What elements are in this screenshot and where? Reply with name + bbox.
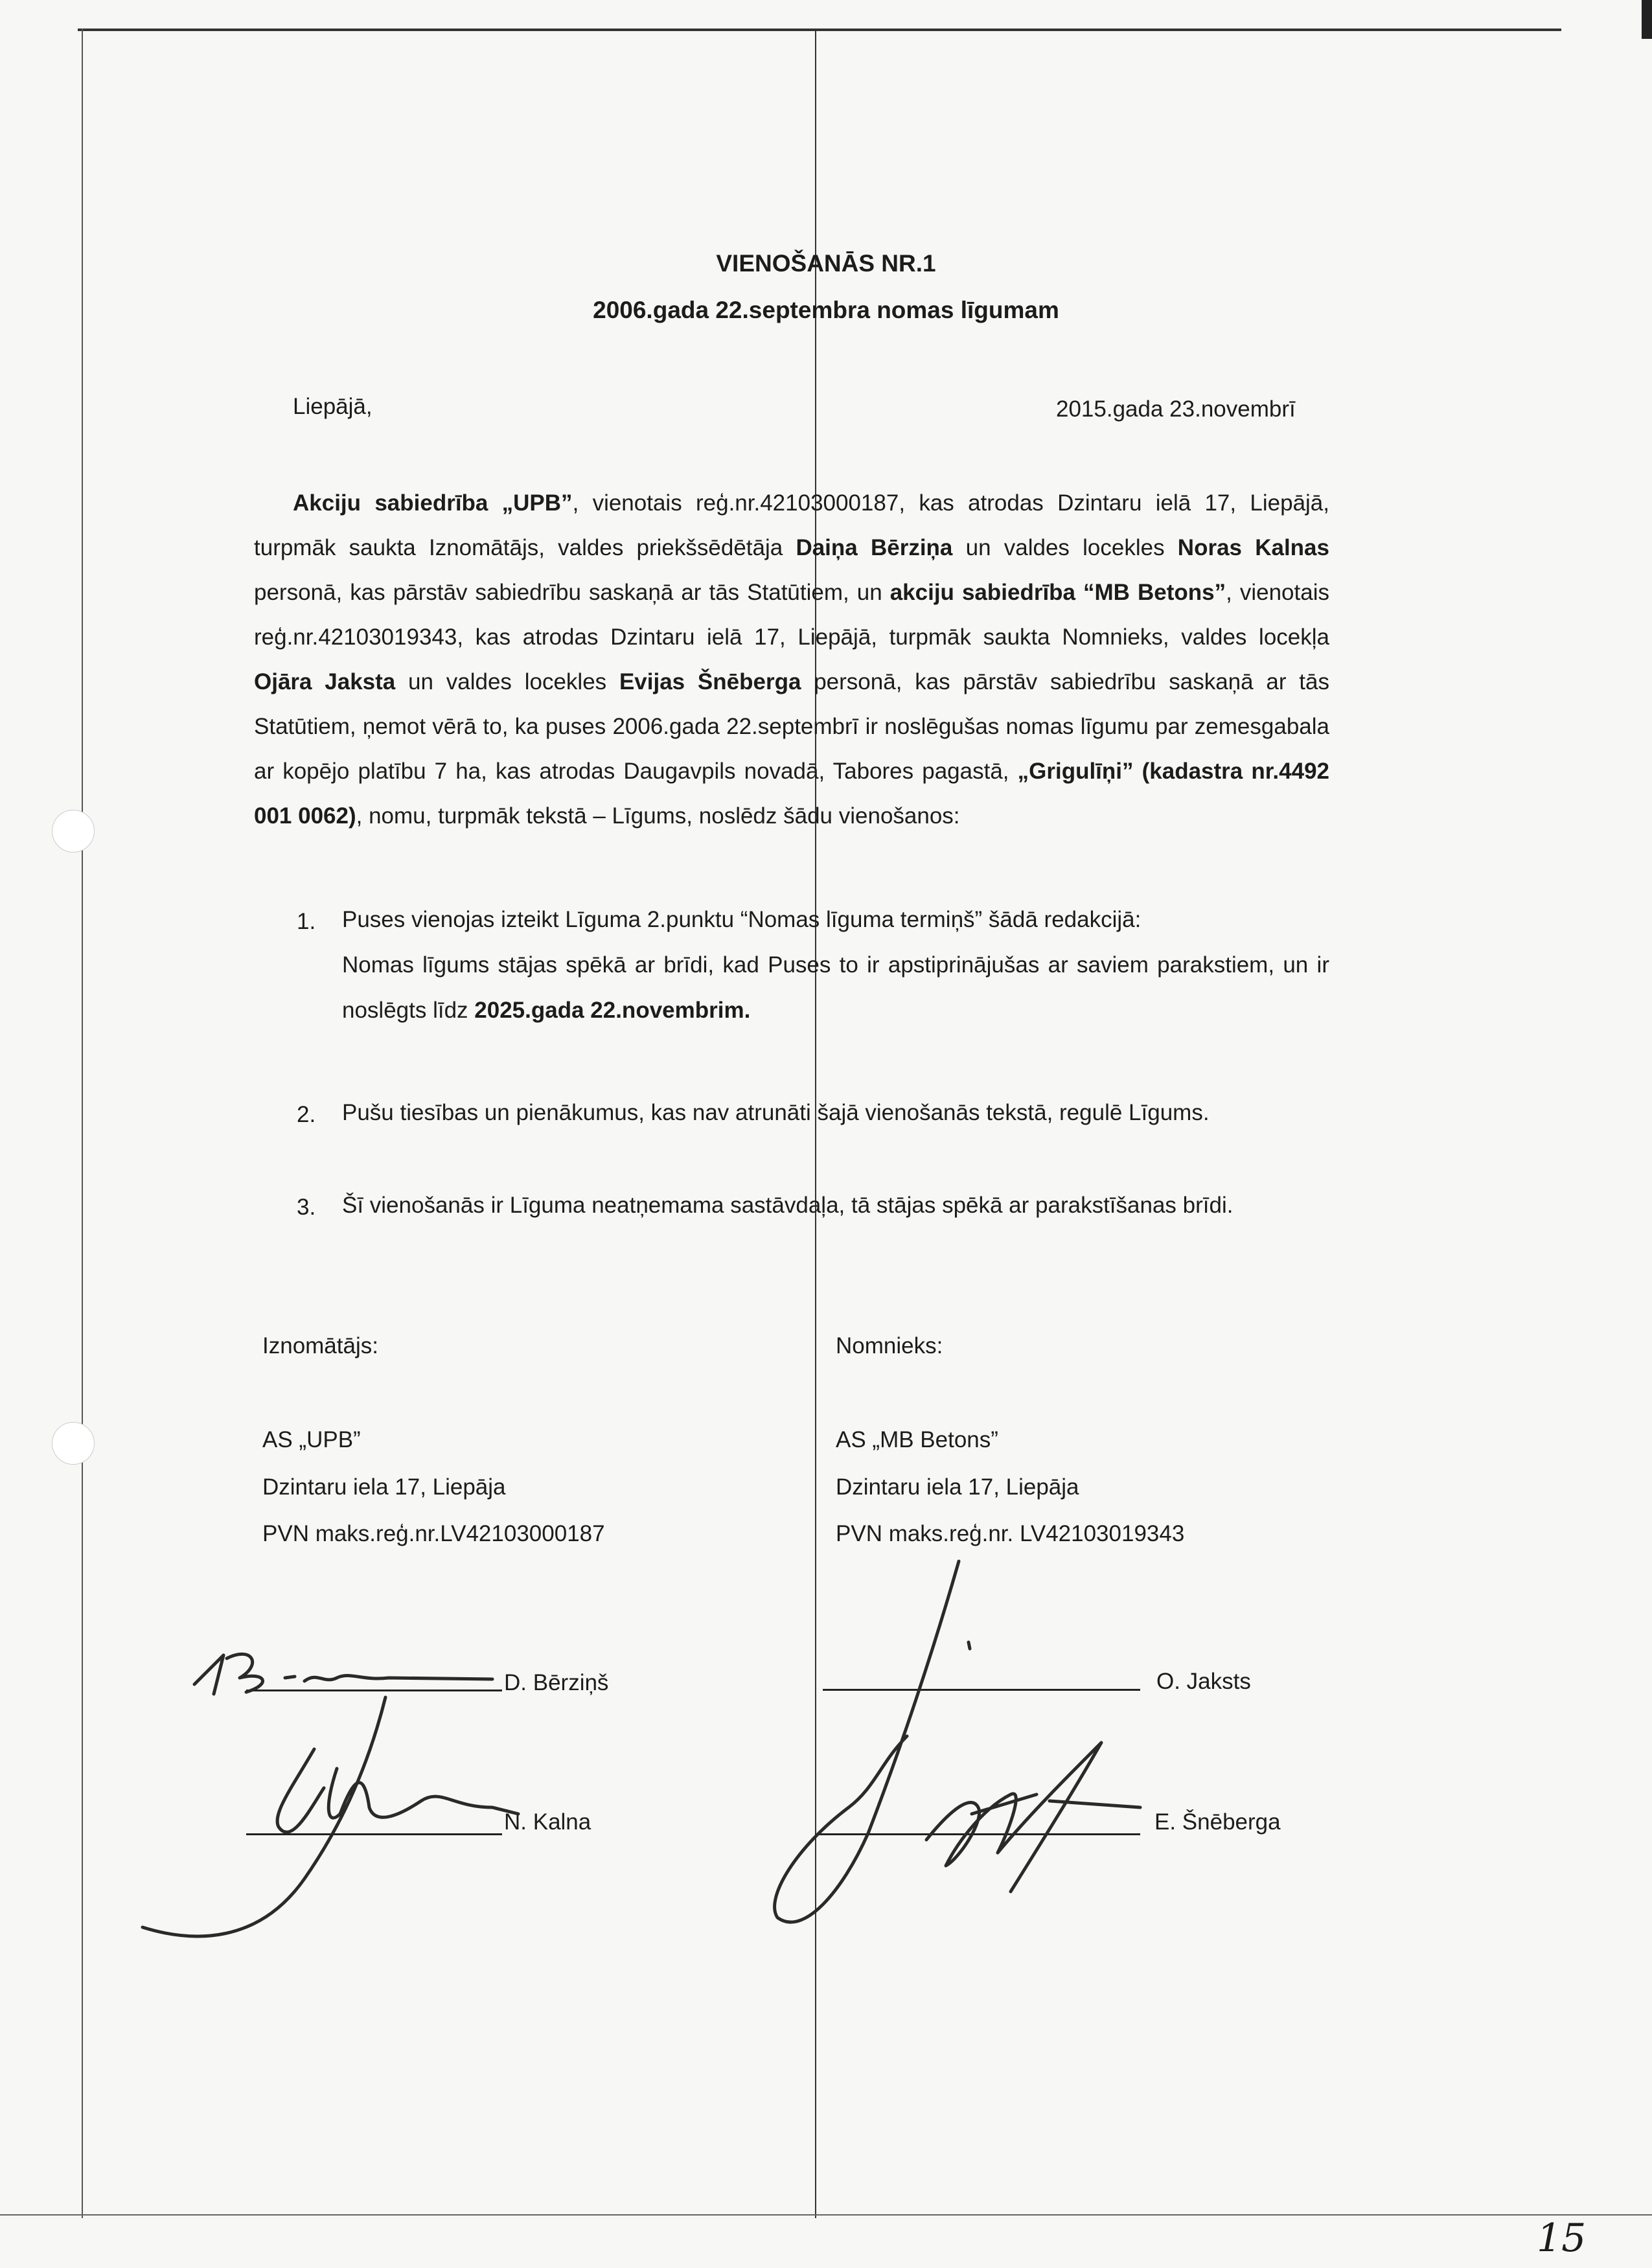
intro-text: un valdes locekles xyxy=(395,669,619,694)
item-number: 3. xyxy=(297,1195,316,1220)
intro-text: , nomu, turpmāk tekstā – Līgums, noslēdz šādu vienošanos: xyxy=(356,803,960,829)
intro-text: un valdes locekles xyxy=(952,535,1178,560)
lessor-address: Dzintaru iela 17, Liepāja xyxy=(262,1474,506,1500)
lessor-chair-name: Daiņa Bērziņa xyxy=(796,535,953,560)
lessee-member1-name: Ojāra Jaksta xyxy=(254,669,396,694)
property-name: „Grigulīņi” (kadastra nr.4492 001 0062) xyxy=(254,759,1329,829)
lessee-vat: PVN maks.reģ.nr. LV42103019343 xyxy=(836,1521,1185,1546)
place: Liepājā, xyxy=(293,394,373,419)
item-2-text: Pušu tiesības un pienākumus, kas nav atrunāti šajā vienošanās tekstā, regulē Līgums. xyxy=(342,1100,1210,1125)
lessor-member-name: Noras Kalnas xyxy=(1177,535,1329,560)
page-number: 15 xyxy=(1537,2216,1587,2261)
item-1-intro: Puses vienojas izteikt Līguma 2.punktu “Nomas līguma termiņš” šādā redakcijā: xyxy=(342,907,1141,932)
lessor-company: AS „UPB” xyxy=(262,1427,361,1452)
item-number: 1. xyxy=(297,909,316,934)
signature-jaksts xyxy=(775,1561,970,1922)
lessee-signer1: O. Jaksts xyxy=(1156,1669,1251,1694)
signature-berzins xyxy=(194,1654,492,1694)
intro-text: , vienotais reģ.nr.42103019343, kas atrodas Dzintaru ielā 17, Liepājā, turpmāk saukta Nomnieks, valdes locekļa xyxy=(254,580,1329,650)
date: 2015.gada 23.novembrī xyxy=(1056,396,1296,422)
lessee-member2-name: Evijas Šnēberga xyxy=(619,669,801,694)
item-1-clause-text: Nomas līgums stājas spēkā ar brīdi, kad Puses to ir apstiprinājušas ar saviem parakstiem, un ir noslēgts līdz xyxy=(342,952,1329,1023)
lessor-role: Iznomātājs: xyxy=(262,1333,378,1358)
intro-text: personā, kas pārstāv sabiedrību saskaņā ar tās Statūtiem, ņemot vērā to, ka puses 2006.gada 22.septembrī ir noslēgušas nomas līgumu par zemesgabala ar kopējo platību 7 ha, kas atrodas Daugavpils novadā, Tabores pagastā, xyxy=(254,669,1329,784)
intro-text: personā, kas pārstāv sabiedrību saskaņā ar tās Statūtiem, un xyxy=(254,580,890,605)
lessee-role: Nomnieks: xyxy=(836,1333,943,1358)
intro-text: , vienotais reģ.nr.42103000187, kas atrodas Dzintaru ielā 17, Liepājā, turpmāk saukta Iznomātājs, valdes priekšsēdētāja xyxy=(254,490,1329,560)
lessor-signer1: D. Bērziņš xyxy=(504,1670,609,1695)
lessee-signer2: E. Šnēberga xyxy=(1154,1809,1281,1835)
item-number: 2. xyxy=(297,1102,316,1127)
signature-sneberga xyxy=(926,1743,1140,1892)
document-subtitle: 2006.gada 22.septembra nomas līgumam xyxy=(593,297,1059,323)
lessor-signer2: N. Kalna xyxy=(504,1809,591,1835)
document-title: VIENOŠANĀS NR.1 xyxy=(716,250,936,277)
lessee-company-name: akciju sabiedrība “MB Betons” xyxy=(889,580,1226,605)
lessor-company-name: Akciju sabiedrība „UPB” xyxy=(293,490,573,516)
signature-kalna xyxy=(143,1697,518,1936)
lessee-address: Dzintaru iela 17, Liepāja xyxy=(836,1474,1079,1500)
item-1-end-date: 2025.gada 22.novembrim. xyxy=(474,998,751,1023)
item-3-text: Šī vienošanās ir Līguma neatņemama sastāvdaļa, tā stājas spēkā ar parakstīšanas brīdi. xyxy=(342,1193,1233,1218)
lessee-company: AS „MB Betons” xyxy=(836,1427,998,1452)
lessor-vat: PVN maks.reģ.nr.LV42103000187 xyxy=(262,1521,605,1546)
